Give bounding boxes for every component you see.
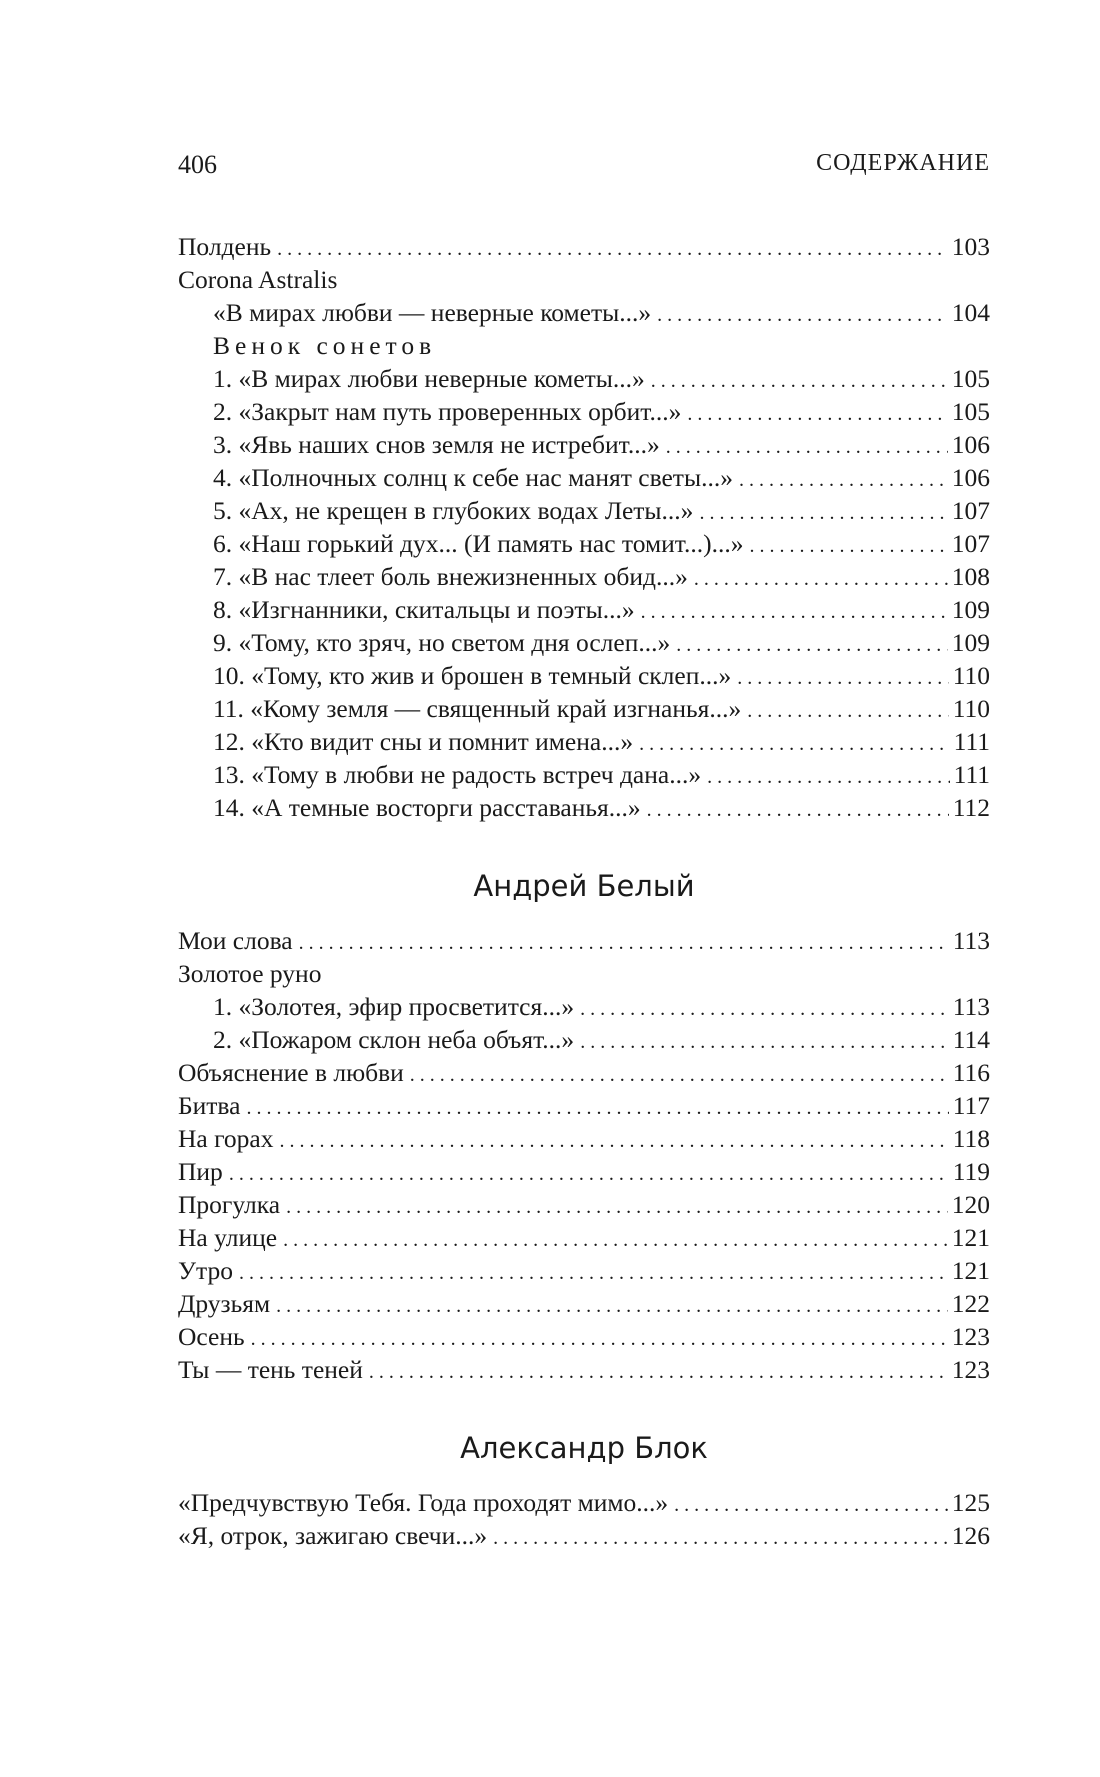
dot-leader [369, 1361, 948, 1384]
dot-leader [239, 1262, 948, 1285]
dot-leader [229, 1163, 949, 1186]
entry-page: 113 [952, 992, 990, 1021]
toc-subgroup-heading [178, 331, 990, 364]
entry-title: 12. «Кто видит сны и помнит имена...» [213, 727, 634, 756]
entry-page: 121 [951, 1256, 990, 1285]
entry-page: 109 [951, 595, 990, 624]
entry-page: 118 [952, 1124, 990, 1153]
toc-entry [178, 1058, 990, 1091]
entry-page: 107 [951, 496, 990, 525]
dot-leader [739, 469, 948, 492]
toc-entry [178, 1025, 990, 1058]
entry-title: 6. «Наш горький дух... (И память нас томит...)...» [213, 529, 744, 558]
entry-title: 7. «В нас тлеет боль внежизненных обид...» [213, 562, 688, 591]
entry-title: 11. «Кому земля — священный край изгнанья...» [213, 694, 742, 723]
dot-leader [641, 601, 948, 624]
toc-group-heading [178, 265, 990, 298]
entry-page: 110 [952, 694, 990, 723]
entry-title: Битва [178, 1091, 241, 1120]
dot-leader [277, 238, 948, 261]
dot-leader [276, 1295, 948, 1318]
entry-title: Полдень [178, 232, 272, 261]
toc-entry [178, 1521, 990, 1554]
entry-title: 13. «Тому в любви не радость встреч дана...» [213, 760, 702, 789]
entry-page: 110 [952, 661, 990, 690]
dot-leader [246, 1097, 948, 1120]
entry-title: На улице [178, 1223, 278, 1252]
entry-page: 104 [951, 298, 990, 327]
dot-leader [493, 1527, 948, 1550]
toc-entry [178, 298, 990, 331]
dot-leader [410, 1064, 949, 1087]
toc-entry [178, 496, 990, 529]
dot-leader [687, 403, 947, 426]
entry-title: 8. «Изгнанники, скитальцы и поэты...» [213, 595, 635, 624]
toc-entry [178, 529, 990, 562]
entry-title: Corona Astralis [178, 265, 338, 294]
entry-page: 111 [953, 727, 990, 756]
toc-entry [178, 628, 990, 661]
entry-title: Золотое руно [178, 959, 322, 988]
dot-leader [647, 799, 949, 822]
entry-page: 117 [952, 1091, 990, 1120]
toc-entry [178, 232, 990, 265]
dot-leader [639, 733, 950, 756]
toc-entry [178, 793, 990, 826]
entry-page: 126 [951, 1521, 990, 1550]
toc-entry [178, 463, 990, 496]
dot-leader [651, 370, 948, 393]
toc-entry [178, 595, 990, 628]
entry-page: 112 [952, 793, 990, 822]
toc-entry [178, 727, 990, 760]
toc-entry [178, 1124, 990, 1157]
entry-title: 5. «Ах, не крещен в глубоких водах Леты...» [213, 496, 694, 525]
entry-page: 123 [951, 1355, 990, 1384]
entry-page: 106 [951, 463, 990, 492]
author-heading: Андрей Белый [473, 869, 695, 903]
entry-page: 122 [951, 1289, 990, 1318]
entry-title: 1. «В мирах любви неверные кометы...» [213, 364, 645, 393]
running-head: СОДЕРЖАНИЕ [816, 150, 990, 176]
entry-page: 121 [951, 1223, 990, 1252]
entry-page: 114 [952, 1025, 990, 1054]
toc-entry [178, 1322, 990, 1355]
entry-title: Пир [178, 1157, 223, 1186]
dot-leader [251, 1328, 948, 1351]
dot-leader [666, 436, 948, 459]
toc-entry [178, 1355, 990, 1388]
entry-page: 103 [951, 232, 990, 261]
toc-entry [178, 1190, 990, 1223]
toc-entry [178, 397, 990, 430]
dot-leader [747, 700, 948, 723]
entry-title: 3. «Явь наших снов земля не истребит...» [213, 430, 660, 459]
entry-title: «Предчувствую Тебя. Года проходят мимо...» [178, 1488, 669, 1517]
entry-title: Друзьям [178, 1289, 271, 1318]
entry-page: 125 [951, 1488, 990, 1517]
entry-title: На горах [178, 1124, 274, 1153]
toc-entry [178, 1256, 990, 1289]
toc-entry [178, 562, 990, 595]
dot-leader [286, 1196, 948, 1219]
entry-title: Ты — тень теней [178, 1355, 363, 1384]
toc-entry [178, 364, 990, 397]
entry-title: «Я, отрок, зажигаю свечи...» [178, 1521, 488, 1550]
toc-entry [178, 694, 990, 727]
dot-leader [737, 667, 948, 690]
entry-page: 108 [951, 562, 990, 591]
entry-title: Венок сонетов [213, 331, 437, 360]
toc-entry [178, 992, 990, 1025]
dot-leader [694, 568, 948, 591]
dot-leader [299, 932, 949, 955]
entry-title: 10. «Тому, кто жив и брошен в темный склеп...» [213, 661, 732, 690]
entry-title: 14. «А темные восторги расставанья...» [213, 793, 641, 822]
entry-title: Утро [178, 1256, 234, 1285]
entry-title: Осень [178, 1322, 245, 1351]
toc-entry [178, 661, 990, 694]
entry-page: 123 [951, 1322, 990, 1351]
dot-leader [580, 998, 949, 1021]
dot-leader [699, 502, 947, 525]
entry-title: Объяснение в любви [178, 1058, 404, 1087]
entry-page: 113 [952, 926, 990, 955]
toc-entry [178, 1223, 990, 1256]
entry-page: 107 [951, 529, 990, 558]
toc-entry [178, 760, 990, 793]
dot-leader [283, 1229, 948, 1252]
entry-page: 119 [952, 1157, 990, 1186]
entry-title: 4. «Полночных солнц к себе нас манят светы...» [213, 463, 733, 492]
entry-title: Мои слова [178, 926, 293, 955]
entry-title: 2. «Пожаром склон неба объят...» [213, 1025, 575, 1054]
entry-title: «В мирах любви — неверные кометы...» [213, 298, 652, 327]
dot-leader [674, 1494, 948, 1517]
dot-leader [580, 1031, 949, 1054]
page-header [178, 150, 990, 190]
toc-entry [178, 926, 990, 959]
entry-page: 105 [951, 364, 990, 393]
toc-entry [178, 1488, 990, 1521]
toc-entry [178, 1157, 990, 1190]
entry-title: 9. «Тому, кто зряч, но светом дня ослеп...» [213, 628, 671, 657]
toc-entry [178, 1091, 990, 1124]
entry-page: 106 [951, 430, 990, 459]
entry-page: 105 [951, 397, 990, 426]
entry-title: Прогулка [178, 1190, 281, 1219]
entry-page: 120 [951, 1190, 990, 1219]
entry-page: 116 [952, 1058, 990, 1087]
entry-title: 1. «Золотея, эфир просветится...» [213, 992, 575, 1021]
entry-page: 109 [951, 628, 990, 657]
author-heading: Александр Блок [460, 1431, 708, 1465]
toc-entry [178, 1289, 990, 1322]
dot-leader [676, 634, 948, 657]
dot-leader [280, 1130, 949, 1153]
table-of-contents [178, 232, 990, 1554]
entry-page: 111 [953, 760, 990, 789]
entry-title: 2. «Закрыт нам путь проверенных орбит...» [213, 397, 682, 426]
toc-group-heading [178, 959, 990, 992]
dot-leader [707, 766, 950, 789]
dot-leader [749, 535, 947, 558]
dot-leader [657, 304, 948, 327]
toc-entry [178, 430, 990, 463]
page-number: 406 [178, 150, 217, 179]
